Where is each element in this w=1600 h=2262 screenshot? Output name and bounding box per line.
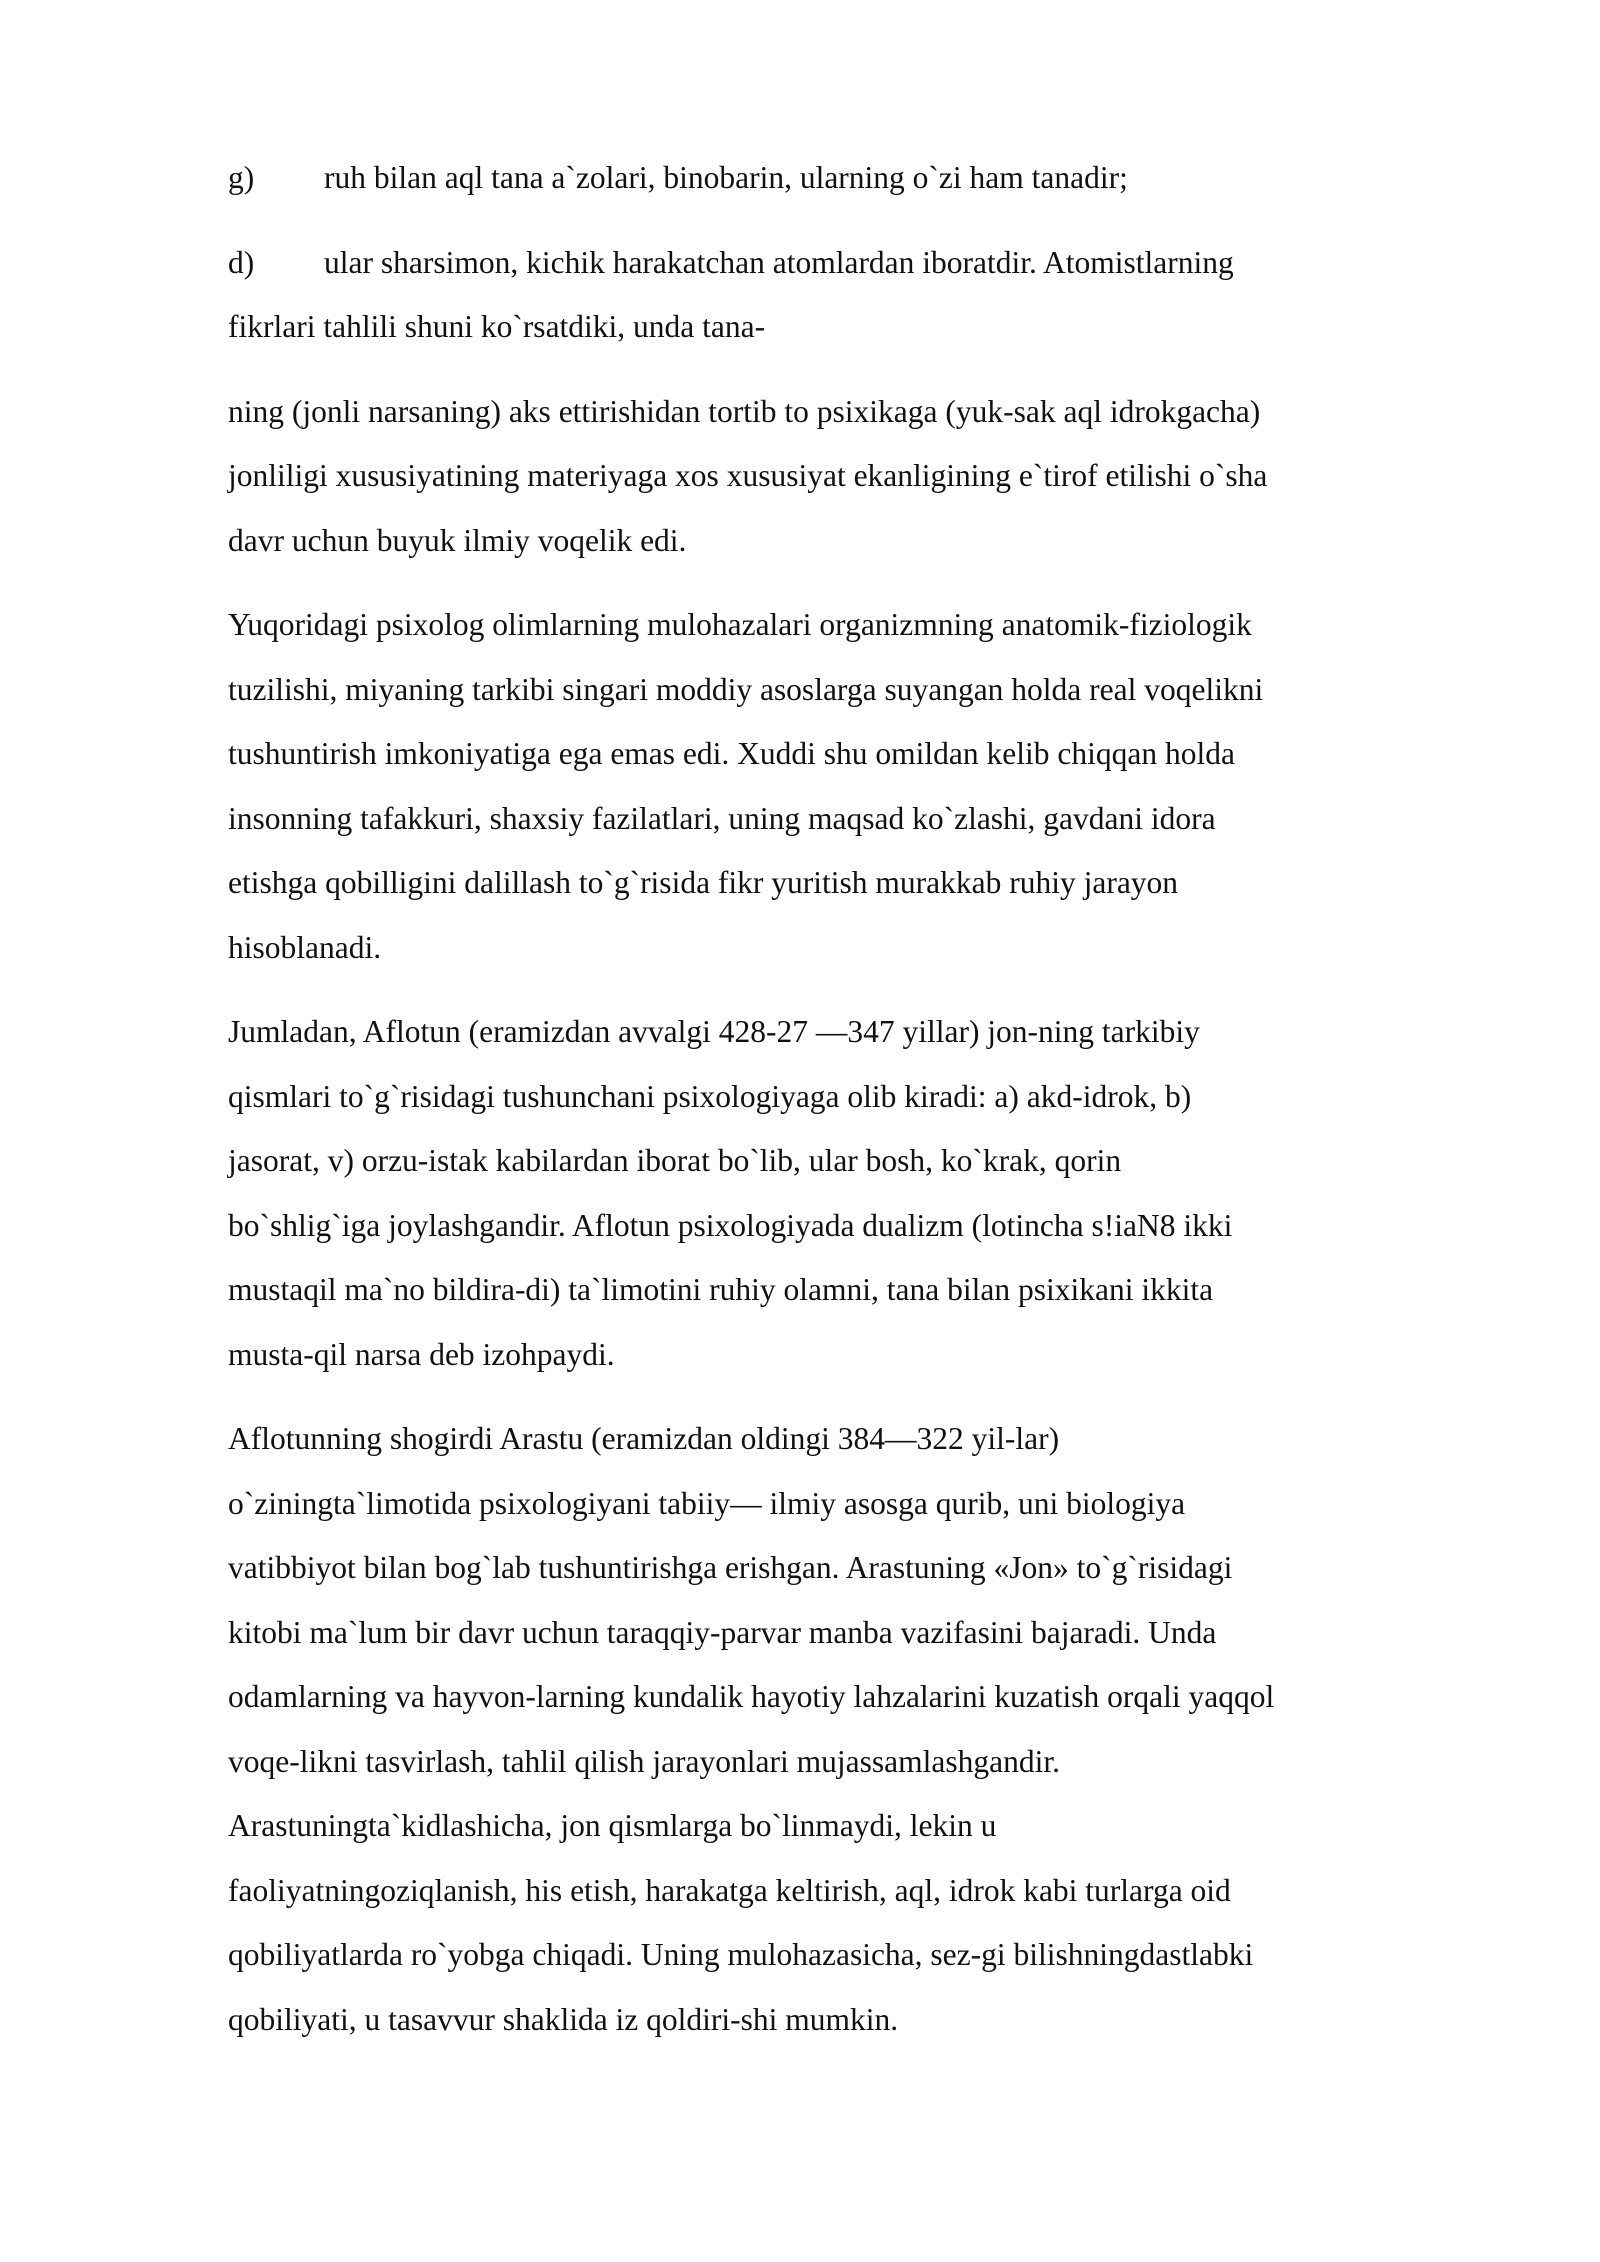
line-text: Jumladan, Aflotun (eramizdan avvalgi 428-27 —347 yillar) jon-ning tarkibiy (228, 1014, 1200, 1049)
text-line (228, 1794, 1500, 1859)
text-line (228, 1065, 1500, 1130)
paragraph (228, 1407, 1500, 2052)
text-line (228, 1472, 1500, 1537)
line-text: Yuqoridagi psixolog olimlarning mulohazalari organizmning anatomik-fiziologik (228, 607, 1252, 642)
line-text: odamlarning va hayvon-larning kundalik hayotiy lahzalarini kuzatish orqali yaqqol (228, 1679, 1275, 1714)
text-line (228, 787, 1500, 852)
text-line (228, 658, 1500, 723)
text-line (228, 1129, 1500, 1194)
line-text: qobiliyati, u tasavvur shaklida iz qoldiri-shi mumkin. (228, 2001, 899, 2037)
text-line (228, 1923, 1500, 1988)
line-text: bo`shlig`iga joylashgandir. Aflotun psixologiyada dualizm (lotincha s!iaN8 ikki (228, 1207, 1233, 1243)
text-line (228, 1988, 1500, 2053)
list-marker: g) (228, 160, 255, 195)
line-text: musta-qil narsa deb izohpaydi. (228, 1336, 615, 1372)
text-line (228, 1323, 1500, 1388)
line-text: tushuntirish imkoniyatiga ega emas edi. Xuddi shu omildan kelib chiqqan holda (228, 736, 1235, 771)
line-text: ruh bilan aql tana a`zolari, binobarin, ularning o`zi ham tanadir; (324, 160, 1128, 195)
text-line (228, 722, 1500, 787)
text-line (228, 916, 1500, 981)
text-line (228, 1665, 1500, 1730)
line-text: Arastuningta`kidlashicha, jon qismlarga bo`linmaydi, lekin u (228, 1808, 997, 1843)
line-text: jonliligi xususiyatining materiyaga xos xususiyat ekanligining e`tirof etilishi o`sha (228, 458, 1268, 493)
line-text: fikrlari tahlili shuni ko`rsatdiki, unda tana- (228, 309, 766, 344)
line-text: mustaqil ma`no bildira-di) ta`limotini ruhiy olamni, tana bilan psixikani ikkita (228, 1272, 1214, 1307)
text-line (228, 593, 1500, 658)
text-line (228, 1536, 1500, 1601)
text-line (228, 1194, 1500, 1259)
line-text: faoliyatningoziqlanish, his etish, harakatga keltirish, aql, idrok kabi turlarga oid (228, 1872, 1231, 1908)
text-line (228, 1601, 1500, 1666)
document-page (228, 146, 1500, 2072)
list-marker: d) (228, 244, 255, 280)
line-text: qobiliyatlarda ro`yobga chiqadi. Uning mulohazasicha, sez-gi bilishningdastlabki (228, 1937, 1254, 1972)
line-text: voqe-likni tasvirlash, tahlil qilish jarayonlari mujassamlashgandir. (228, 1743, 1060, 1779)
text-line (228, 380, 1500, 445)
paragraph (228, 593, 1500, 980)
line-text: o`ziningta`limotida psixologiyani tabiiy— ilmiy asosga qurib, uni biologiya (228, 1485, 1186, 1521)
text-line (228, 1859, 1500, 1924)
line-text: ning (jonli narsaning) aks ettirishidan tortib to psixikaga (yuk-sak aql idrokgacha) (228, 393, 1261, 429)
paragraph (228, 380, 1500, 574)
text-line (228, 851, 1500, 916)
text-line (228, 295, 1500, 360)
line-text: ular sharsimon, kichik harakatchan atomlardan iboratdir. Atomistlarning (324, 244, 1234, 280)
list-item (228, 146, 1500, 211)
text-line (228, 509, 1500, 574)
text-line (228, 1730, 1500, 1795)
paragraph (228, 1000, 1500, 1387)
line-text: davr uchun buyuk ilmiy voqelik edi. (228, 522, 687, 558)
text-line (228, 146, 1500, 211)
line-text: etishga qobilligini dalillash to`g`risida fikr yuritish murakkab ruhiy jarayon (228, 865, 1179, 900)
line-text: tuzilishi, miyaning tarkibi singari moddiy asoslarga suyangan holda real voqelikni (228, 671, 1264, 707)
line-text: qismlari to`g`risidagi tushunchani psixologiyaga olib kiradi: a) akd-idrok, b) (228, 1078, 1192, 1114)
text-line (228, 231, 1500, 296)
text-line (228, 444, 1500, 509)
text-line (228, 1407, 1500, 1472)
text-line (228, 1258, 1500, 1323)
document-body (228, 146, 1500, 2052)
line-text: insonning tafakkuri, shaxsiy fazilatlari, uning maqsad ko`zlashi, gavdani idora (228, 800, 1216, 836)
list-item (228, 231, 1500, 360)
line-text: hisoblanadi. (228, 929, 382, 965)
line-text: Aflotunning shogirdi Arastu (eramizdan oldingi 384—322 yil-lar) (228, 1421, 1060, 1456)
line-text: kitobi ma`lum bir davr uchun taraqqiy-parvar manba vazifasini bajaradi. Unda (228, 1614, 1217, 1650)
line-text: jasorat, v) orzu-istak kabilardan iborat bo`lib, ular bosh, ko`krak, qorin (228, 1143, 1122, 1178)
line-text: vatibbiyot bilan bog`lab tushuntirishga erishgan. Arastuning «Jon» to`g`risidagi (228, 1550, 1233, 1585)
text-line (228, 1000, 1500, 1065)
